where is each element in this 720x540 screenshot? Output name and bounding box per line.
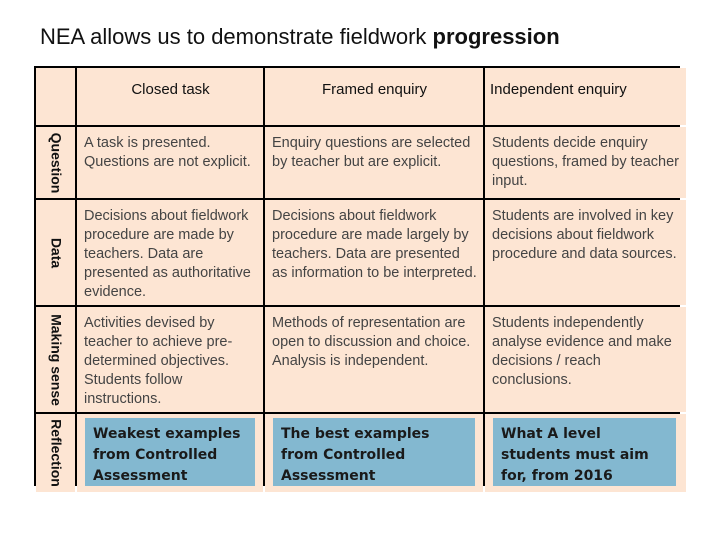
page-title	[40, 24, 560, 50]
callout-box-best: The best examples from Controlled Assessment	[273, 418, 475, 486]
reflection-cell	[265, 414, 483, 492]
row-label-text: Reflection	[48, 419, 64, 487]
row-label-text: Question	[48, 132, 64, 193]
title-bold: progression	[432, 24, 560, 49]
callout-box-a-level: What A level students must aim for, from 2016	[493, 418, 676, 486]
table-cell: Decisions about fieldwork procedure are made largely by teachers. Data are presented as information to be interpreted.	[265, 200, 483, 305]
row-label-text: Data	[48, 237, 64, 268]
table-cell: Decisions about fieldwork procedure are made by teachers. Data are presented as authoritative evidence.	[77, 200, 263, 305]
table-cell: Students are involved in key decisions about fieldwork procedure and data sources.	[485, 200, 686, 305]
table-cell: Activities devised by teacher to achieve pre-determined objectives. Students follow instructions.	[77, 307, 263, 412]
title-prefix: NEA allows us to demonstrate fieldwork	[40, 24, 433, 49]
column-header-independent-enquiry: Independent enquiry	[485, 68, 686, 125]
row-label-data	[36, 200, 75, 305]
row-label-reflection	[36, 414, 75, 492]
row-label-text: Making sense	[48, 313, 64, 406]
reflection-cell	[485, 414, 686, 492]
table-cell: Students decide enquiry questions, framed by teacher input.	[485, 127, 686, 198]
callout-box-weakest: Weakest examples from Controlled Assessment	[85, 418, 255, 486]
row-label-making-sense	[36, 307, 75, 412]
table-cell: Enquiry questions are selected by teacher but are explicit.	[265, 127, 483, 198]
corner-cell	[36, 68, 75, 125]
table-cell: Students independently analyse evidence and make decisions / reach conclusions.	[485, 307, 686, 412]
column-header-framed-enquiry: Framed enquiry	[265, 68, 483, 125]
column-header-closed-task: Closed task	[77, 68, 263, 125]
table-cell: A task is presented. Questions are not explicit.	[77, 127, 263, 198]
row-label-question	[36, 127, 75, 198]
reflection-cell	[77, 414, 263, 492]
table-cell: Methods of representation are open to discussion and choice. Analysis is independent.	[265, 307, 483, 412]
progression-table	[34, 66, 680, 486]
